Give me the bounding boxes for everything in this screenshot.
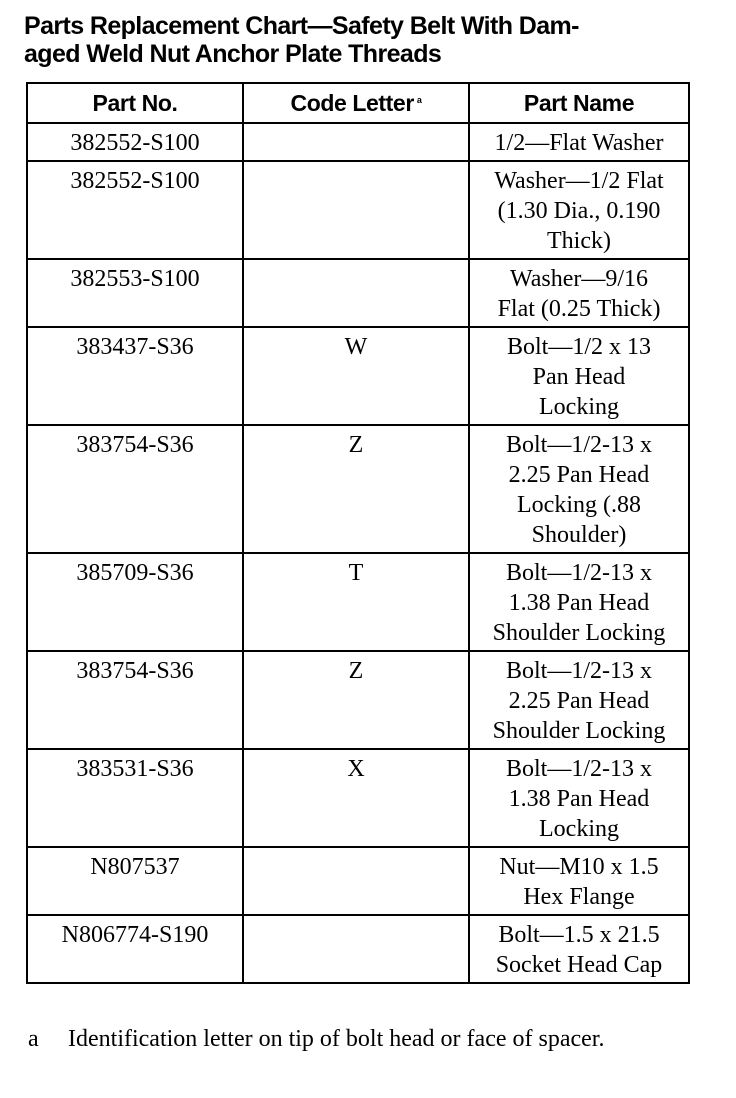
table-row: [27, 915, 689, 983]
table-row: [27, 651, 689, 749]
part-name-line: Bolt—1/2-13 x: [505, 658, 652, 684]
part-name-line: (1.30 Dia., 0.190: [497, 198, 661, 224]
part-name-cell: [469, 259, 689, 327]
part-number-cell: N807537: [27, 847, 243, 915]
part-name-line: Socket Head Cap: [495, 952, 663, 978]
part-number-cell: 382553-S100: [27, 259, 243, 327]
title-line-1: Parts Replacement Chart—Safety Belt With Dam-: [24, 12, 579, 40]
code-letter-cell: T: [243, 553, 469, 651]
table-row: [27, 123, 689, 161]
part-name-line: Locking: [539, 394, 619, 420]
table-row: [27, 553, 689, 651]
code-letter-cell: Z: [243, 425, 469, 553]
header-part-name-label: Part Name: [523, 89, 635, 116]
part-name-line: Locking: [539, 816, 619, 842]
part-name-line: Bolt—1/2-13 x: [505, 560, 652, 586]
part-name-line: Shoulder Locking: [492, 620, 666, 646]
header-code-letter: [243, 83, 469, 123]
part-number-cell: 383754-S36: [27, 651, 243, 749]
title-line-2: aged Weld Nut Anchor Plate Threads: [24, 40, 442, 68]
part-name-line: Nut—M10 x 1.5: [499, 854, 659, 880]
part-name-line: Thick): [547, 228, 611, 254]
part-number-cell: 383531-S36: [27, 749, 243, 847]
code-letter-cell: [243, 123, 469, 161]
part-name-line: 2.25 Pan Head: [508, 462, 650, 488]
part-name-line: Washer—9/16: [509, 266, 649, 292]
part-name-cell: [469, 847, 689, 915]
footnote-text: Identification letter on tip of bolt head or face of spacer.: [68, 1026, 605, 1052]
part-number-cell: N806774-S190: [27, 915, 243, 983]
part-name-line: Locking (.88: [517, 492, 641, 518]
part-number-cell: 382552-S100: [27, 123, 243, 161]
part-name-line: Flat (0.25 Thick): [497, 296, 661, 322]
code-letter-cell: X: [243, 749, 469, 847]
code-letter-cell: W: [243, 327, 469, 425]
code-letter-cell: Z: [243, 651, 469, 749]
part-name-cell: [469, 651, 689, 749]
code-letter-cell: [243, 847, 469, 915]
footnote-reference: a: [416, 94, 422, 105]
header-code-letter-label: Code Letter: [290, 89, 414, 116]
part-name-line: Washer—1/2 Flat: [494, 168, 664, 194]
part-number-cell: 383437-S36: [27, 327, 243, 425]
part-name-line: Bolt—1.5 x 21.5: [498, 922, 660, 948]
table-row: [27, 749, 689, 847]
table-row: [27, 161, 689, 259]
part-name-line: 1/2—Flat Washer: [494, 130, 664, 156]
table-row: [27, 259, 689, 327]
parts-table-body: [27, 123, 689, 983]
part-number-cell: 382552-S100: [27, 161, 243, 259]
part-number-cell: 383754-S36: [27, 425, 243, 553]
table-row: [27, 847, 689, 915]
code-letter-cell: [243, 915, 469, 983]
part-name-line: 1.38 Pan Head: [508, 590, 650, 616]
part-name-line: Shoulder Locking: [492, 718, 666, 744]
part-name-cell: [469, 425, 689, 553]
part-name-line: Bolt—1/2-13 x: [505, 432, 652, 458]
part-name-cell: [469, 123, 689, 161]
part-name-line: Shoulder): [531, 522, 627, 548]
part-name-cell: [469, 553, 689, 651]
footnote-mark: a: [28, 1026, 39, 1052]
header-part-no: [27, 83, 243, 123]
code-letter-cell: [243, 161, 469, 259]
part-name-line: Hex Flange: [523, 884, 635, 910]
table-row: [27, 327, 689, 425]
part-name-line: Bolt—1/2 x 13: [506, 334, 651, 360]
parts-table: [26, 82, 690, 984]
table-row: [27, 425, 689, 553]
header-part-name: [469, 83, 689, 123]
part-name-cell: [469, 161, 689, 259]
part-name-cell: [469, 327, 689, 425]
part-number-cell: 385709-S36: [27, 553, 243, 651]
part-name-line: Bolt—1/2-13 x: [505, 756, 652, 782]
part-name-line: 2.25 Pan Head: [508, 688, 650, 714]
part-name-cell: [469, 915, 689, 983]
footnote: [28, 1024, 668, 1054]
table-header-row: [27, 83, 689, 123]
part-name-line: Pan Head: [532, 364, 626, 390]
code-letter-cell: [243, 259, 469, 327]
page-title: [24, 12, 704, 68]
header-part-no-label: Part No.: [92, 89, 178, 116]
part-name-cell: [469, 749, 689, 847]
part-name-line: 1.38 Pan Head: [508, 786, 650, 812]
